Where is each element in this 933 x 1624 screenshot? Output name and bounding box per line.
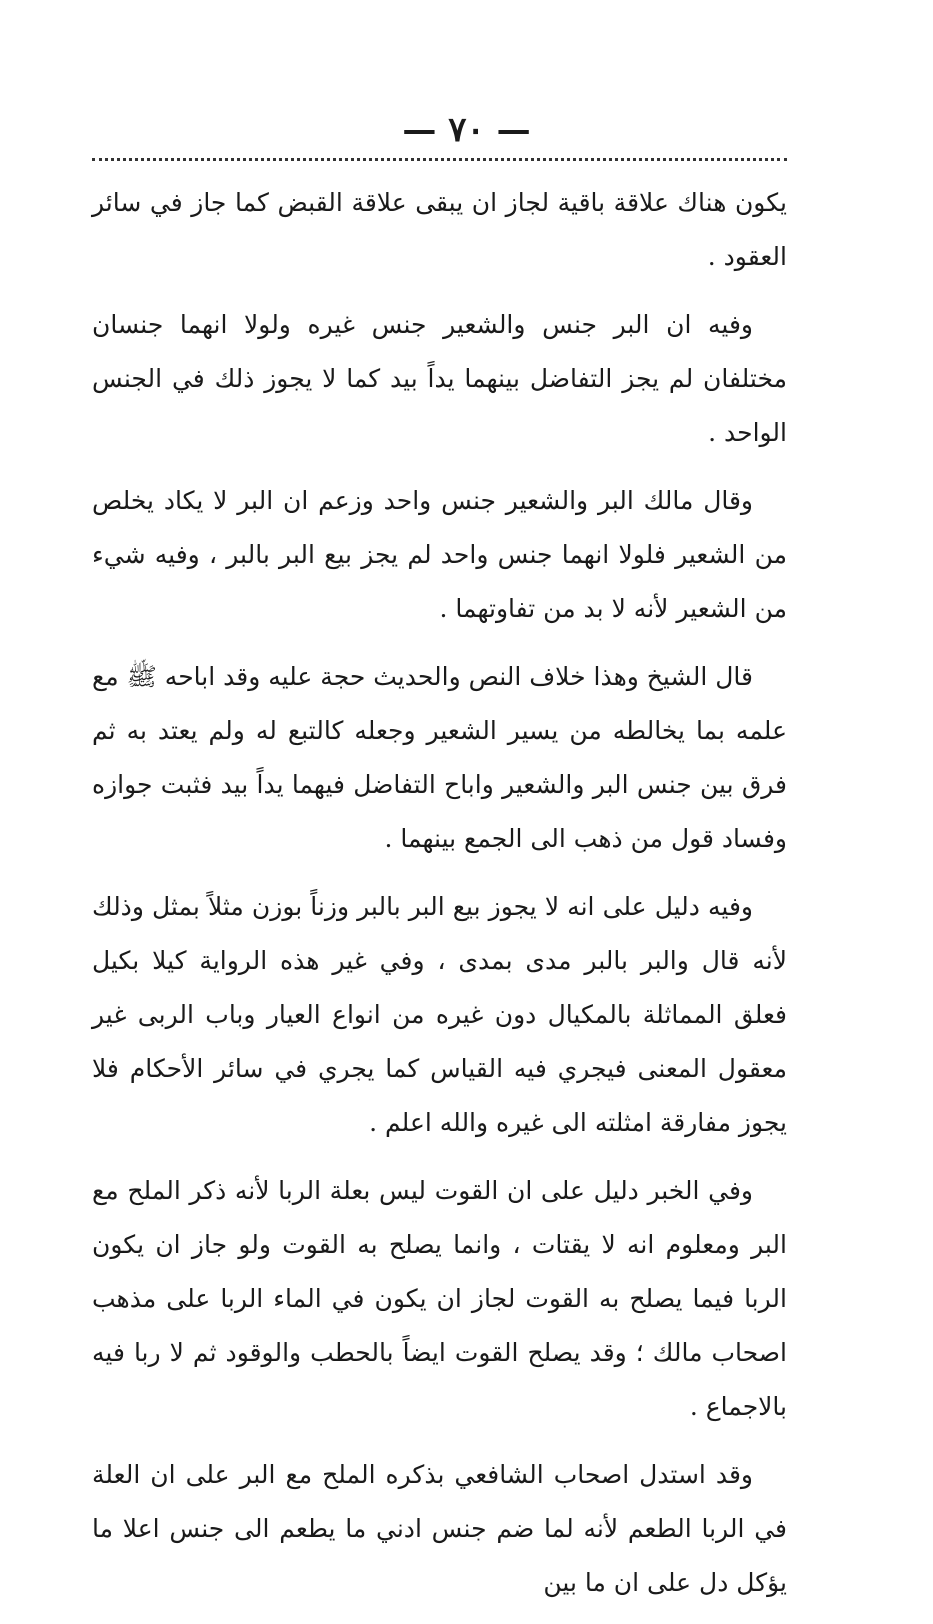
paragraph: يكون هناك علاقة باقية لجاز ان يبقى علاقة القبض كما جاز في سائر العقود . [92, 188, 787, 271]
paragraph: وقال مالك البر والشعير جنس واحد وزعم ان البر لا يكاد يخلص من الشعير فلولا انهما جنس واحد لم يجز بيع البر بالبر ، وفيه شيء من الشعير لأنه لا بد من تفاوتهما . [92, 486, 787, 623]
paragraph: وفي الخبر دليل على ان القوت ليس بعلة الربا لأنه ذكر الملح مع البر ومعلوم انه لا يقتات ، وانما يصلح به القوت ولو جاز ان يكون الربا فيما يصلح به القوت لجاز ان يكون في الماء الربا على مذهب اصحاب مالك ؛ وقد يصلح القوت ايضاً بالحطب والوقود ثم لا ربا فيه بالاجماع . [92, 1176, 787, 1421]
paragraph: وفيه ان البر جنس والشعير جنس غيره ولولا انهما جنسان مختلفان لم يجز التفاضل بينهما يداً بيد كما لا يجوز ذلك في الجنس الواحد . [92, 310, 787, 447]
paragraph: قال الشيخ وهذا خلاف النص والحديث حجة عليه وقد اباحه ﷺ مع علمه بما يخالطه من يسير الشعير وجعله كالتبع له ولم يعتد به ثم فرق بين جنس البر والشعير واباح التفاضل فيهما يداً بيد فثبت جوازه وفساد قول من ذهب الى الجمع بينهما . [92, 662, 787, 853]
header-divider [92, 158, 787, 161]
paragraph: وفيه دليل على انه لا يجوز بيع البر بالبر وزناً بوزن مثلاً بمثل وذلك لأنه قال والبر بالبر مدى بمدى ، وفي غير هذه الرواية كيلا بكيل فعلق المماثلة بالمكيال دون غيره من انواع العيار وباب الربى غير معقول المعنى فيجري فيه القياس كما يجري في سائر الأحكام فلا يجوز مفارقة امثلته الى غيره والله اعلم . [92, 892, 787, 1137]
body-text [92, 176, 787, 1624]
paragraph: وقد استدل اصحاب الشافعي بذكره الملح مع البر على ان العلة في الربا الطعم لأنه لما ضم جنس ادني ما يطعم الى جنس اعلا ما يؤكل دل على ان ما بين [92, 1460, 787, 1597]
page-number: — ٧٠ — [402, 110, 531, 150]
